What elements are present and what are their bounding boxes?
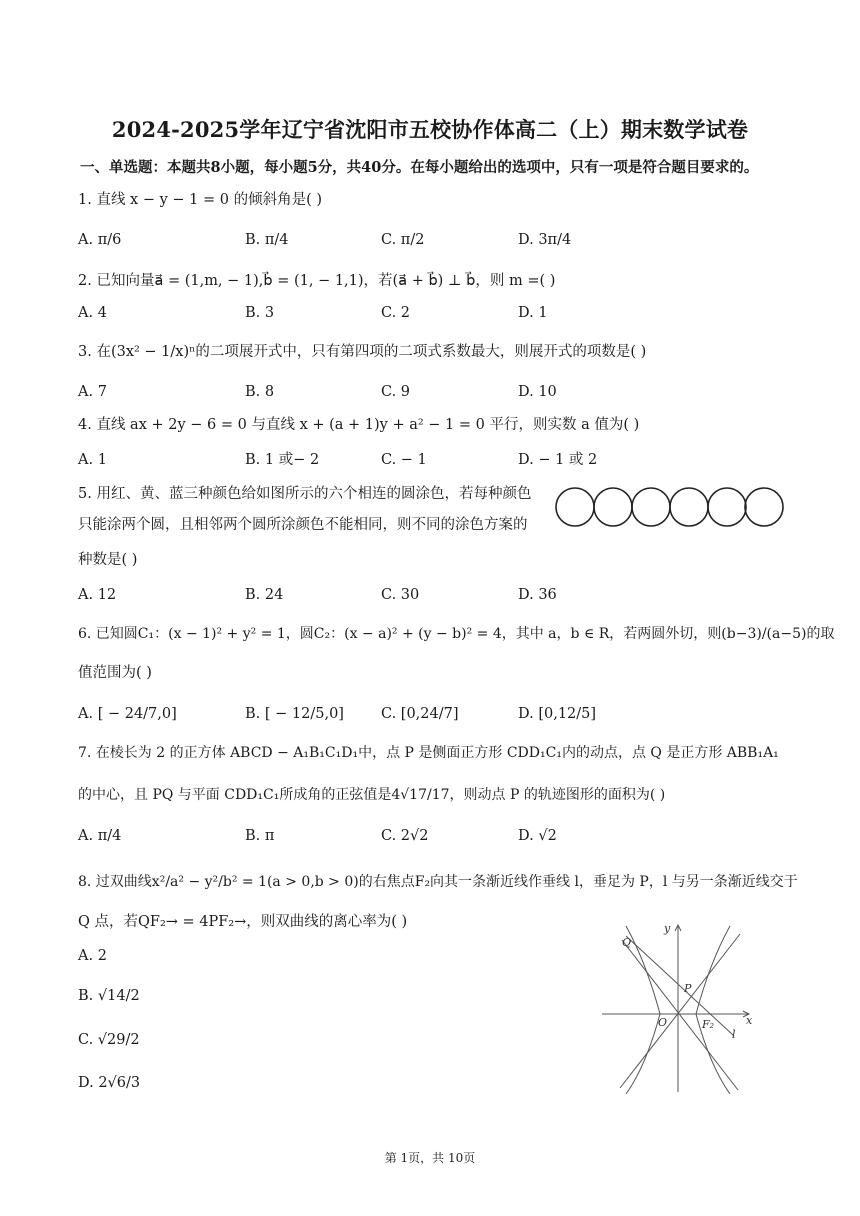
question-7-option-d: D. √2 [518,828,557,844]
question-8-option-a: A. 2 [78,948,107,964]
question-6-stem-line-2: 值范围为( ) [78,665,152,681]
hyperbola-figure [598,922,758,1094]
question-5-option-c: C. 30 [381,587,420,603]
question-5-stem-line-2: 只能涂两个圆，且相邻两个圆所涂颜色不能相同，则不同的涂色方案的 [78,517,528,533]
question-3-stem: 3. 在(3x² − 1/x)ⁿ的二项展开式中，只有第四项的二项式系数最大，则展开式的项数是( ) [78,344,647,360]
question-2-option-a: A. 4 [78,305,107,321]
label-f2: F₂ [702,1018,715,1031]
question-3-option-a: A. 7 [78,384,107,400]
question-4-stem: 4. 直线 ax + 2y − 6 = 0 与直线 x + (a + 1)y + a² − 1 = 0 平行，则实数 a 值为( ) [78,417,640,433]
question-1-option-b: B. π/4 [245,232,289,248]
six-circles-figure [553,486,785,530]
section-heading: 一、单选题：本题共8小题，每小题5分，共40分。在每小题给出的选项中，只有一项是符合题目要求的。 [80,159,759,176]
question-2-option-c: C. 2 [381,305,411,321]
question-1-option-c: C. π/2 [381,232,425,248]
circle-3 [632,488,670,526]
question-2-option-d: D. 1 [518,305,548,321]
question-8-option-c: C. √29/2 [78,1032,140,1048]
question-2-option-b: B. 3 [245,305,275,321]
question-8-option-b: B. √14/2 [78,988,140,1004]
asymptote-1 [622,940,738,1090]
label-o: O [658,1016,668,1029]
question-8-option-d: D. 2√6/3 [78,1075,141,1091]
question-8-stem-line-2: Q 点，若QF₂→ = 4PF₂→，则双曲线的离心率为( ) [78,914,408,930]
question-3-option-c: C. 9 [381,384,411,400]
question-4-option-a: A. 1 [78,452,107,468]
question-6-option-d: D. [0,12/5] [518,706,597,722]
question-4-option-c: C. − 1 [381,452,427,468]
question-4-option-b: B. 1 或− 2 [245,452,320,468]
question-2-stem: 2. 已知向量a⃗ = (1,m, − 1),b⃗ = (1, − 1,1)，若(a⃗ + b⃗) ⊥ b⃗，则 m =( ) [78,273,556,289]
question-7-stem-line-2: 的中心，且 PQ 与平面 CDD₁C₁所成角的正弦值是4√17/17，则动点 P 的轨迹图形的面积为( ) [78,787,666,803]
question-7-stem-line-1: 7. 在棱长为 2 的正方体 ABCD − A₁B₁C₁D₁中，点 P 是侧面正方形 CDD₁C₁内的动点，点 Q 是正方形 ABB₁A₁ [78,745,779,761]
circle-2 [594,488,632,526]
question-5-stem-line-1: 5. 用红、黄、蓝三种颜色给如图所示的六个相连的圆涂色，若每种颜色 [78,486,532,502]
question-4-option-d: D. − 1 或 2 [518,452,598,468]
label-p: P [684,982,692,995]
question-7-option-a: A. π/4 [78,828,122,844]
page-footer: 第 1页，共 10页 [384,1151,476,1165]
asymptote-2 [620,934,740,1088]
page-title: 2024-2025学年辽宁省沈阳市五校协作体高二（上）期末数学试卷 [111,117,749,142]
question-5-option-a: A. 12 [78,587,117,603]
label-q: Q [622,936,632,949]
question-1-option-a: A. π/6 [78,232,122,248]
circle-4 [670,488,708,526]
label-l: l [732,1028,736,1041]
question-3-option-d: D. 10 [518,384,557,400]
circle-5 [708,488,746,526]
question-5-option-d: D. 36 [518,587,557,603]
label-y: y [664,922,671,935]
question-6-option-a: A. [ − 24/7,0] [78,706,177,722]
circle-6 [745,488,783,526]
question-6-option-c: C. [0,24/7] [381,706,459,722]
right-branch [696,926,730,1094]
question-7-option-c: C. 2√2 [381,828,429,844]
circle-1 [556,488,594,526]
question-5-option-b: B. 24 [245,587,284,603]
question-3-option-b: B. 8 [245,384,275,400]
question-7-option-b: B. π [245,828,275,844]
question-6-stem-line-1: 6. 已知圆C₁：(x − 1)² + y² = 1，圆C₂：(x − a)² + (y − b)² = 4，其中 a，b ∈ R，若两圆外切，则(b−3)/(a−5)的取 [78,626,835,642]
question-8-stem-line-1: 8. 过双曲线x²/a² − y²/b² = 1(a > 0,b > 0)的右焦点F₂向其一条渐近线作垂线 l，垂足为 P，l 与另一条渐近线交于 [78,874,798,890]
question-1-option-d: D. 3π/4 [518,232,572,248]
question-6-option-b: B. [ − 12/5,0] [245,706,344,722]
question-1-stem: 1. 直线 x − y − 1 = 0 的倾斜角是( ) [78,192,323,208]
label-x: x [746,1014,753,1027]
question-5-stem-line-3: 种数是( ) [78,552,138,568]
